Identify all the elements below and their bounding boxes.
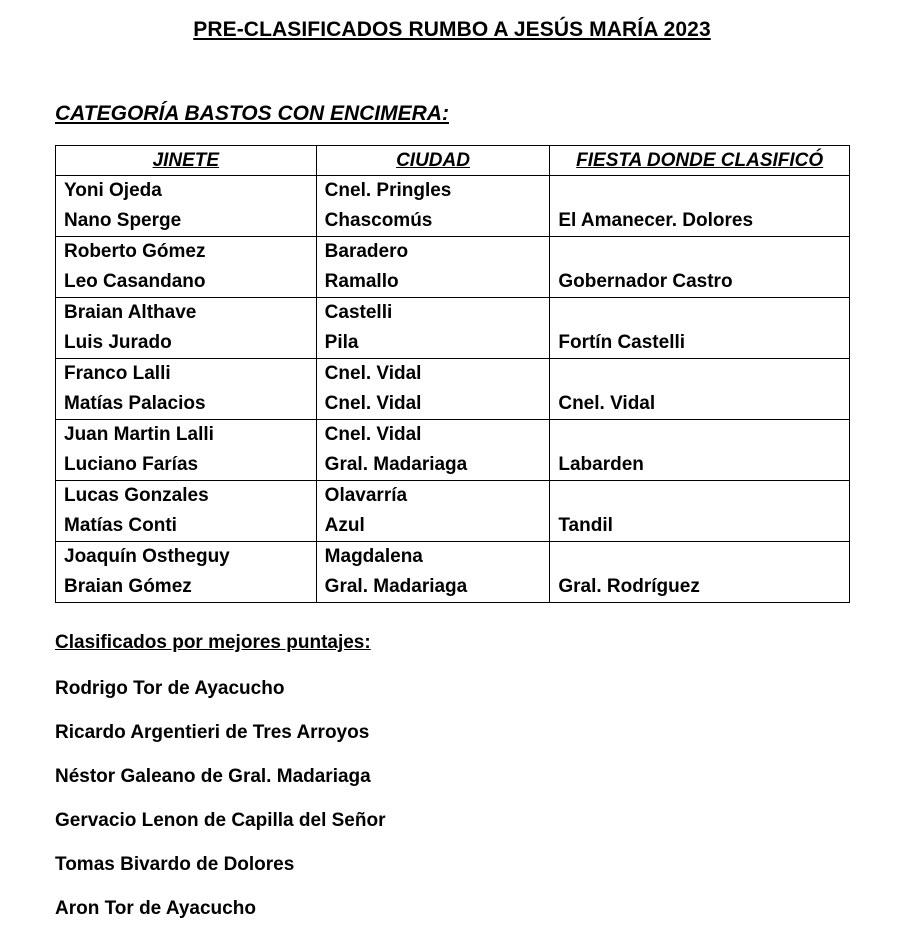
- fiesta-name: Gral. Rodríguez: [558, 576, 700, 597]
- rider-name: Lucas Gonzales: [64, 485, 209, 506]
- fiesta-name: Labarden: [558, 454, 644, 475]
- city-name: Chascomús: [324, 210, 433, 231]
- rider-cell: [56, 481, 317, 542]
- best-scores-title: Clasificados por mejores puntajes:: [55, 632, 371, 653]
- city-name: Cnel. Pringles: [324, 180, 452, 201]
- rider-name: Luis Jurado: [64, 332, 172, 353]
- rider-name: Yoni Ojeda: [64, 180, 162, 201]
- table-row: [56, 420, 850, 481]
- city-name: Baradero: [324, 241, 409, 262]
- city-name: Castelli: [324, 302, 393, 323]
- table-row: [56, 298, 850, 359]
- rider-cell: [56, 237, 317, 298]
- city-cell: [316, 542, 550, 603]
- city-cell: [316, 298, 550, 359]
- fiesta-cell: [550, 176, 850, 237]
- city-cell: [316, 481, 550, 542]
- fiesta-name: Cnel. Vidal: [558, 393, 656, 414]
- rider-cell: [56, 298, 317, 359]
- category-title: CATEGORÍA BASTOS CON ENCIMERA:: [55, 102, 449, 125]
- fiesta-name: Gobernador Castro: [558, 271, 733, 292]
- fiesta-name: Tandil: [558, 515, 613, 536]
- rider-cell: [56, 420, 317, 481]
- city-cell: [316, 176, 550, 237]
- list-item: Gervacio Lenon de Capilla del Señor: [55, 810, 386, 831]
- city-cell: [316, 420, 550, 481]
- rider-name: Braian Gómez: [64, 576, 192, 597]
- city-name: Azul: [324, 515, 365, 536]
- table-body: [56, 176, 850, 603]
- rider-cell: [56, 176, 317, 237]
- header-jinete: JINETE: [56, 146, 317, 176]
- list-item: Néstor Galeano de Gral. Madariaga: [55, 766, 371, 787]
- table-row: [56, 176, 850, 237]
- list-item: Rodrigo Tor de Ayacucho: [55, 678, 285, 699]
- rider-name: Leo Casandano: [64, 271, 206, 292]
- header-ciudad: CIUDAD: [316, 146, 550, 176]
- city-name: Pila: [324, 332, 359, 353]
- list-item: Aron Tor de Ayacucho: [55, 898, 256, 919]
- fiesta-cell: [550, 298, 850, 359]
- rider-name: Roberto Gómez: [64, 241, 206, 262]
- table-row: [56, 237, 850, 298]
- table-row: [56, 481, 850, 542]
- city-name: Cnel. Vidal: [324, 363, 422, 384]
- rider-cell: [56, 359, 317, 420]
- city-cell: [316, 237, 550, 298]
- header-fiesta: FIESTA DONDE CLASIFICÓ: [550, 146, 850, 176]
- list-item: Tomas Bivardo de Dolores: [55, 854, 295, 875]
- rider-name: Matías Conti: [64, 515, 177, 536]
- page-title: PRE-CLASIFICADOS RUMBO A JESÚS MARÍA 2023: [193, 18, 711, 41]
- city-name: Ramallo: [324, 271, 399, 292]
- rider-name: Braian Althave: [64, 302, 197, 323]
- city-name: Cnel. Vidal: [324, 393, 422, 414]
- fiesta-cell: [550, 542, 850, 603]
- rider-name: Joaquín Ostheguy: [64, 546, 230, 567]
- rider-name: Juan Martin Lalli: [64, 424, 214, 445]
- rider-cell: [56, 542, 317, 603]
- table-row: [56, 359, 850, 420]
- rider-name: Luciano Farías: [64, 454, 199, 475]
- table-row: [56, 542, 850, 603]
- list-item: Ricardo Argentieri de Tres Arroyos: [55, 722, 370, 743]
- best-scores-list: [55, 676, 385, 940]
- fiesta-cell: [550, 420, 850, 481]
- riders-table: [55, 145, 850, 603]
- fiesta-name: El Amanecer. Dolores: [558, 210, 754, 231]
- city-name: Cnel. Vidal: [324, 424, 422, 445]
- table-header-row: [56, 146, 850, 176]
- city-name: Magdalena: [324, 546, 423, 567]
- fiesta-cell: [550, 359, 850, 420]
- fiesta-name: Fortín Castelli: [558, 332, 686, 353]
- city-name: Olavarría: [324, 485, 408, 506]
- city-cell: [316, 359, 550, 420]
- rider-name: Franco Lalli: [64, 363, 171, 384]
- rider-name: Matías Palacios: [64, 393, 206, 414]
- rider-name: Nano Sperge: [64, 210, 182, 231]
- city-name: Gral. Madariaga: [324, 454, 468, 475]
- city-name: Gral. Madariaga: [324, 576, 468, 597]
- fiesta-cell: [550, 237, 850, 298]
- fiesta-cell: [550, 481, 850, 542]
